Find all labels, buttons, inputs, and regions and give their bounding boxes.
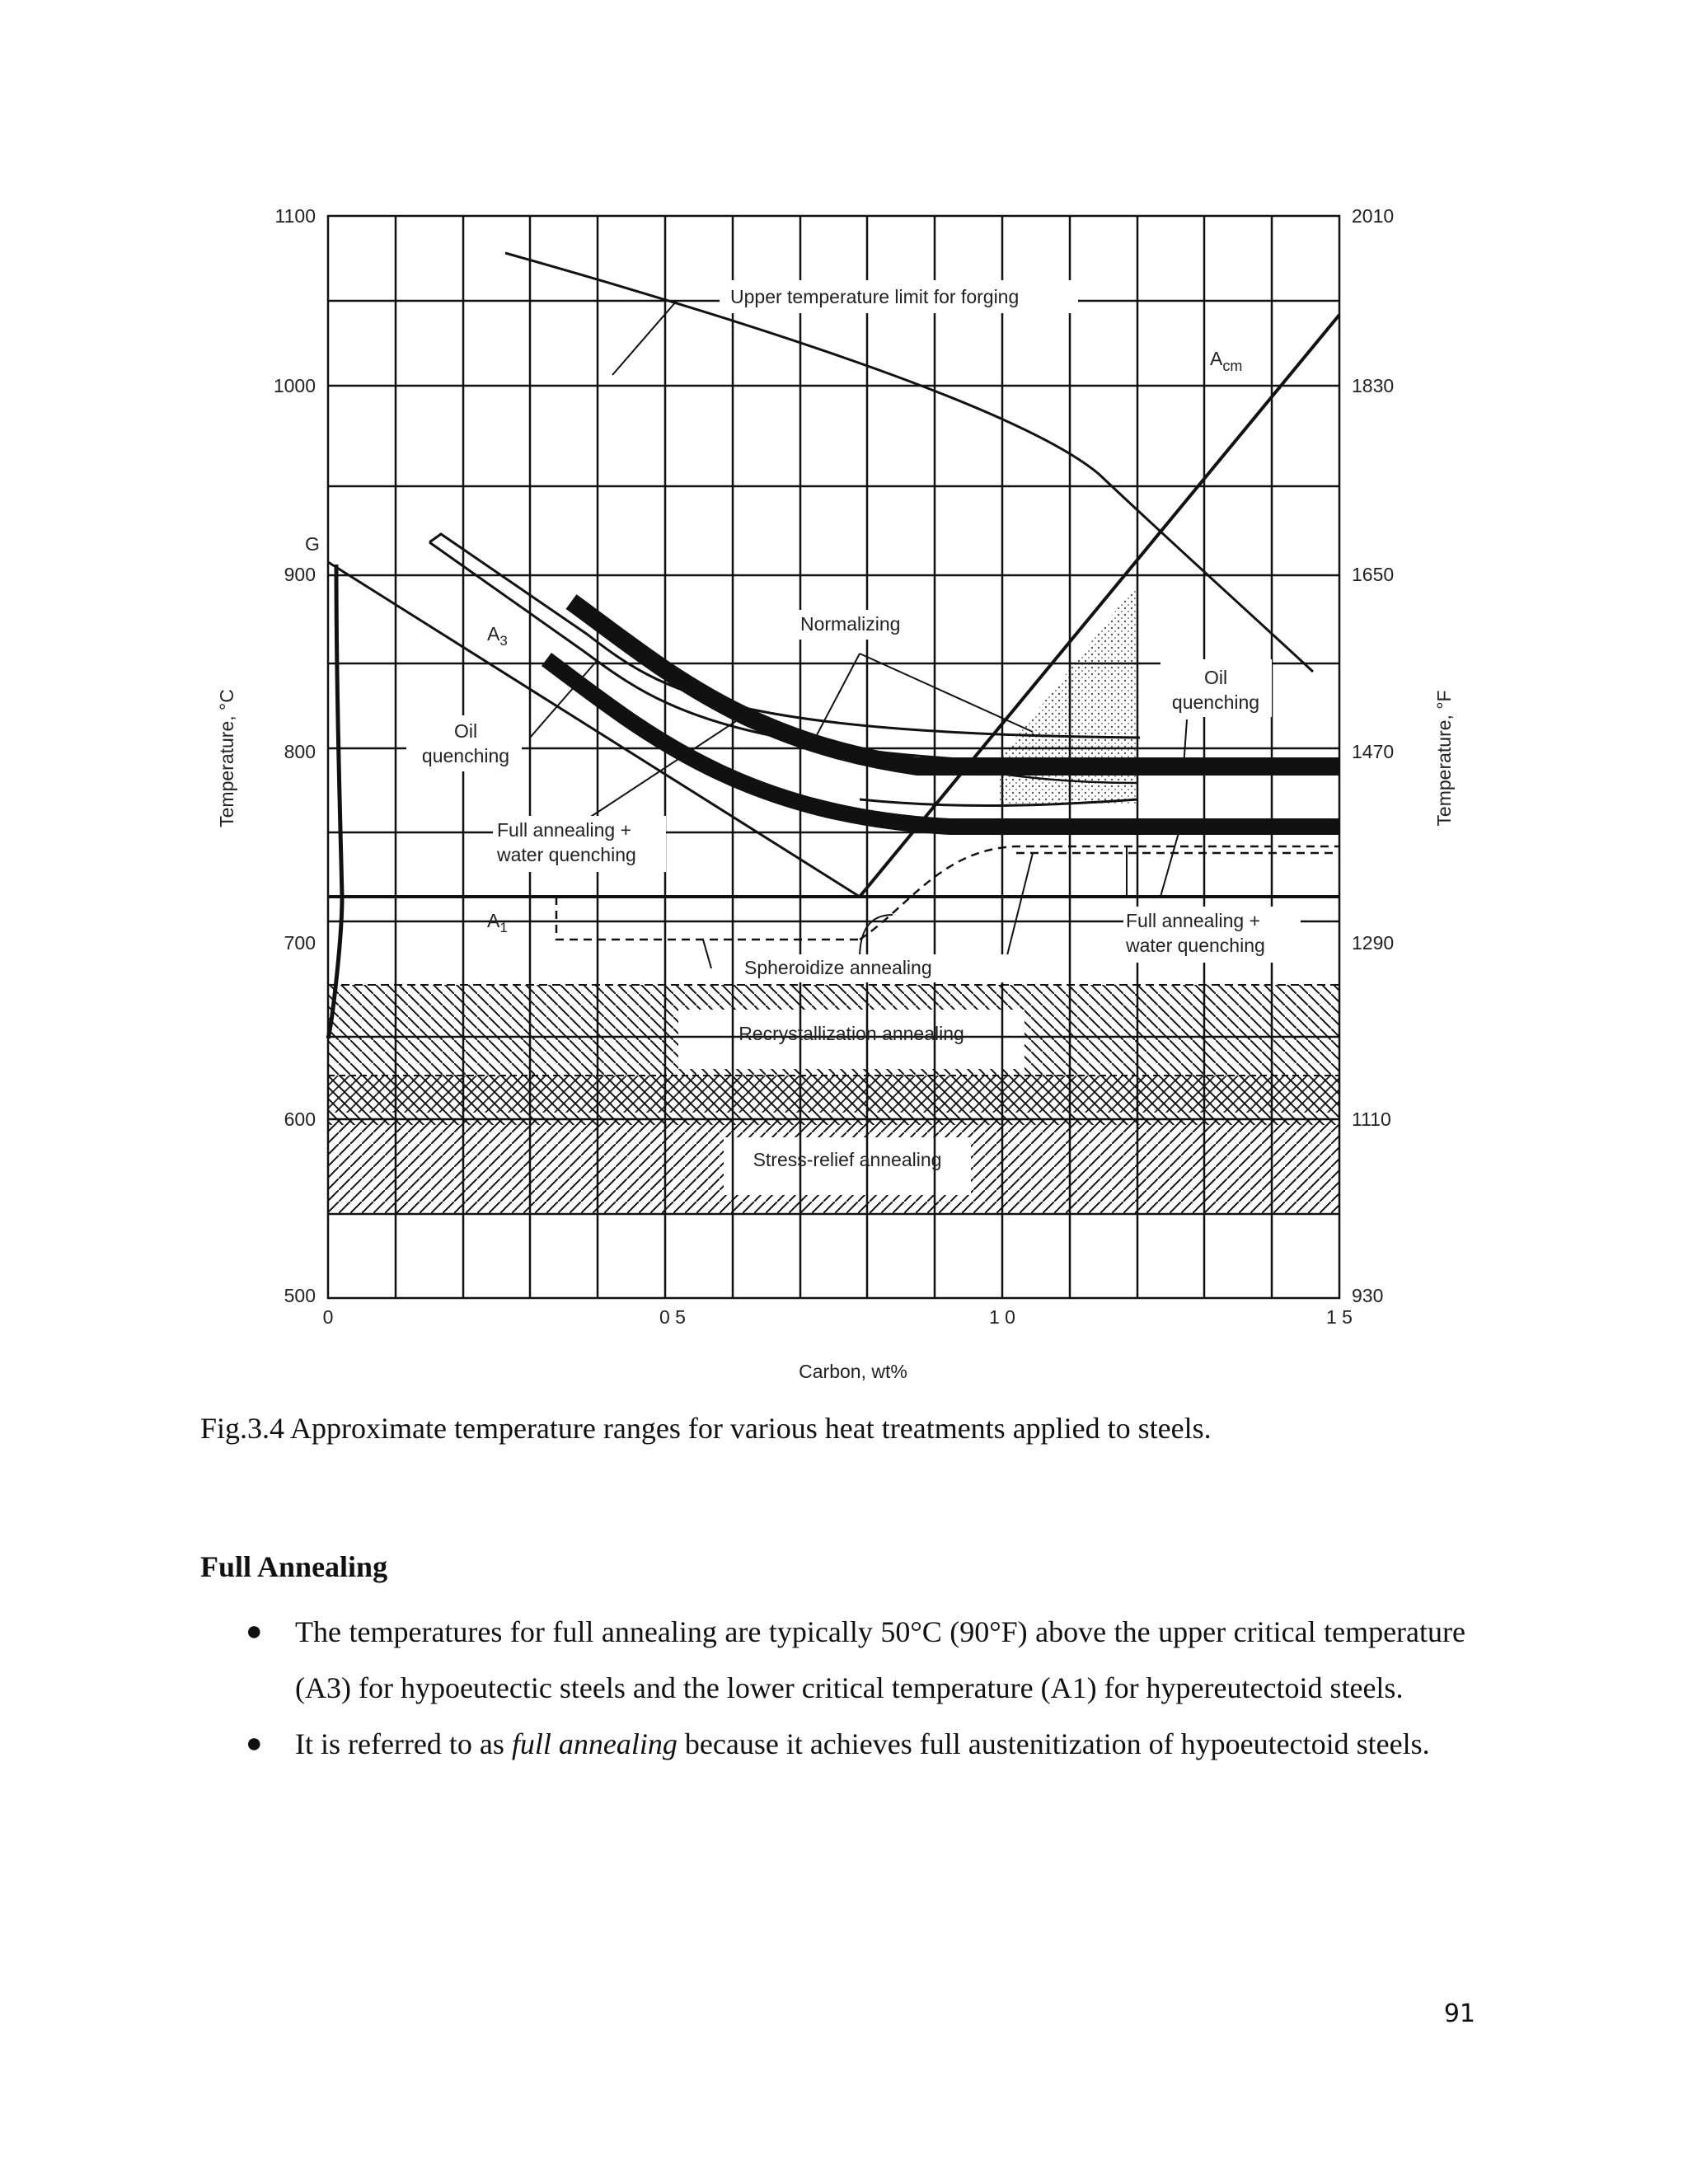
- x-tick-1-0: 1 0: [989, 1306, 1015, 1328]
- x-axis-label: Carbon, wt%: [799, 1361, 907, 1382]
- Acm-line: [860, 315, 1339, 897]
- label-forging-limit: Upper temperature limit for forging: [730, 286, 1020, 307]
- label-normalizing: Normalizing: [800, 613, 901, 635]
- y-tick-right-1110: 1110: [1352, 1108, 1391, 1130]
- label-oil-quenching-right-1: Oil: [1203, 667, 1228, 688]
- label-oil-quenching-right-2: quenching: [1171, 691, 1260, 713]
- label-oil-quenching-left-2: quenching: [421, 745, 510, 766]
- bullet-text-after: because it achieves full austenitization of hypoeutectoid steels.: [677, 1727, 1430, 1760]
- bullet-text-before: It is referred to as: [295, 1727, 512, 1760]
- label-full-annealing-right-2: water quenching: [1126, 935, 1265, 956]
- label-spheroidize-annealing: Spheroidize annealing: [744, 957, 932, 978]
- heat-treatment-figure: [200, 198, 1474, 1397]
- section-heading: Full Annealing: [200, 1550, 388, 1583]
- y-tick-left-800: 800: [284, 741, 316, 762]
- y-tick-left-500: 500: [284, 1285, 316, 1306]
- y-tick-left-900: 900: [284, 564, 316, 585]
- y-tick-left-600: 600: [284, 1108, 316, 1130]
- page-number: 91: [1443, 1999, 1475, 2028]
- bullet-list: [200, 1604, 1465, 1772]
- y-tick-right-1290: 1290: [1352, 932, 1395, 954]
- bullet-text: The temperatures for full annealing are typically 50°C (90°F) above the upper critical temperature (A3) for hypoeutectic steels and the lower critical temperature (A1) for hypereutectoid steels.: [295, 1615, 1465, 1704]
- y-tick-left-1100: 1100: [274, 205, 316, 227]
- list-item: [200, 1604, 1465, 1716]
- normalizing-band-outline: [429, 534, 1140, 738]
- label-full-annealing-right-1: Full annealing +: [1126, 910, 1261, 931]
- figure-caption: Fig.3.4 Approximate temperature ranges for various heat treatments applied to steels.: [200, 1412, 1212, 1445]
- y-tick-left-700: 700: [284, 932, 316, 954]
- y-tick-right-1650: 1650: [1352, 564, 1395, 585]
- y-tick-right-1470: 1470: [1352, 741, 1395, 762]
- x-tick-0: 0: [322, 1306, 334, 1328]
- label-recrystallization-annealing: Recrystallization annealing: [738, 1023, 964, 1044]
- list-item: [200, 1716, 1465, 1772]
- y-tick-left-1000: 1000: [273, 375, 316, 396]
- y-axis-right-label: Temperature, °F: [1433, 690, 1455, 827]
- y-tick-right-1830: 1830: [1352, 375, 1395, 396]
- bullet-icon: ●: [246, 1616, 263, 1647]
- y-tick-right-930: 930: [1352, 1285, 1384, 1306]
- label-A3: $A_3$: [487, 623, 508, 649]
- label-A1: $A_1$: [487, 910, 508, 935]
- bullet-emphasis: full annealing: [511, 1727, 678, 1760]
- label-stress-relief-annealing: Stress-relief annealing: [753, 1149, 942, 1170]
- bullet-icon: ●: [246, 1728, 263, 1759]
- ferrite-solvus-curve: [328, 565, 342, 1038]
- label-oil-quenching-left-1: Oil: [453, 720, 478, 742]
- y-tick-right-2010: 2010: [1352, 205, 1395, 227]
- label-full-annealing-left-1: Full annealing +: [497, 819, 632, 841]
- label-Acm: $A_{cm}$: [1210, 348, 1243, 374]
- x-tick-1-5: 1 5: [1326, 1306, 1353, 1328]
- x-tick-0-5: 0 5: [659, 1306, 686, 1328]
- label-full-annealing-left-2: water quenching: [497, 844, 636, 865]
- label-G: G: [305, 533, 320, 555]
- forging-limit-curve: [505, 253, 1313, 672]
- y-axis-left-label: Temperature, °C: [216, 689, 237, 827]
